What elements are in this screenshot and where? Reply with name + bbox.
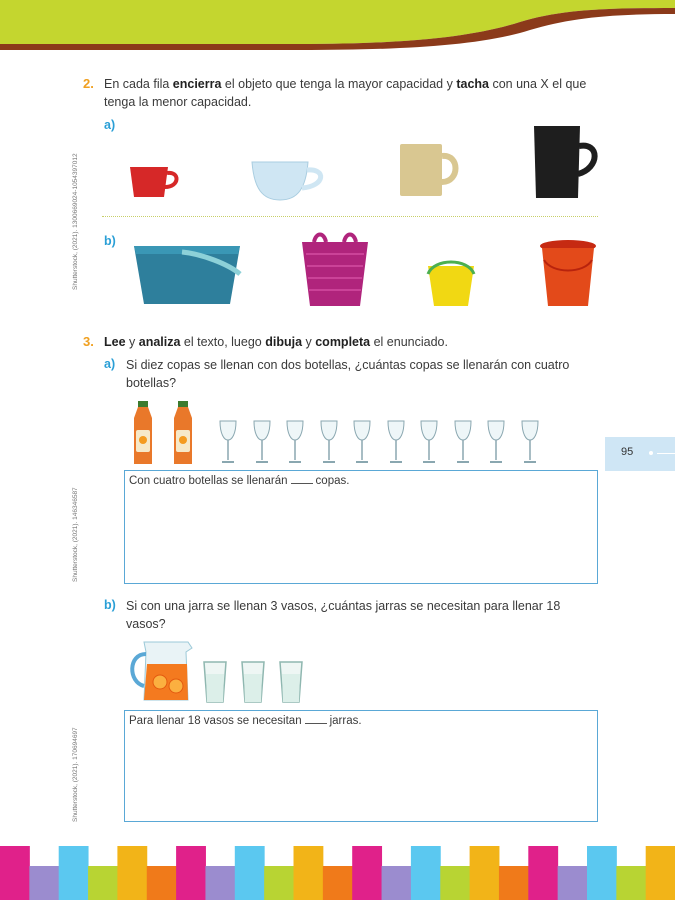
wine-glass-icon <box>218 420 238 464</box>
answer-b-blank[interactable] <box>305 714 327 724</box>
q2-text-part: el objeto que tenga la mayor capacidad y <box>221 77 457 91</box>
dot-icon <box>649 451 653 455</box>
q3-keyword-analiza: analiza <box>138 335 181 349</box>
tumblers-row <box>202 660 312 704</box>
q3-keyword-completa: completa <box>315 335 371 349</box>
q3-b-label: b) <box>104 598 116 612</box>
drinking-glass-icon <box>202 660 228 704</box>
decorative-stripes <box>0 846 675 900</box>
q2-keyword-encierra: encierra <box>172 77 222 91</box>
answer-a-suffix: copas. <box>315 475 350 487</box>
q3-a-question <box>126 356 606 392</box>
q2-text-part: con una X el que <box>489 77 587 91</box>
q2-a-label: a) <box>104 118 116 132</box>
red-bucket-icon[interactable] <box>538 238 598 308</box>
bottles-and-glasses <box>130 400 560 466</box>
q3-text-part: y <box>302 335 316 349</box>
answer-box-a[interactable] <box>124 470 598 584</box>
q3-b-question-line: vasos? <box>126 617 166 631</box>
row-divider <box>102 216 598 217</box>
q3-b-question-line: Si con una jarra se llenan 3 vasos, ¿cuántas jarras se necesitan para llenar 18 <box>126 599 561 613</box>
juice-bottle-icon <box>130 400 156 466</box>
q3-b-question <box>126 597 606 633</box>
q2-keyword-tacha: tacha <box>456 77 489 91</box>
q3-text-part: el texto, luego <box>180 335 266 349</box>
light-blue-cup-icon[interactable] <box>250 158 326 204</box>
photo-credit: Shutterstock, (2021). 170694697 <box>72 727 79 822</box>
black-mug-icon[interactable] <box>532 124 600 200</box>
q3-a-question-line: botellas? <box>126 376 177 390</box>
answer-a-sentence <box>129 474 349 487</box>
blue-tub-icon[interactable] <box>132 240 244 306</box>
answer-a-blank[interactable] <box>291 474 313 484</box>
q3-keyword-lee: Lee <box>104 335 126 349</box>
page-number-tab <box>605 437 675 471</box>
q2-text-part: tenga la menor capacidad. <box>104 95 252 109</box>
wine-glass-icon <box>486 420 506 464</box>
magenta-basket-icon[interactable] <box>300 230 370 308</box>
tab-line <box>657 453 675 454</box>
answer-a-prefix: Con cuatro botellas se llenarán <box>129 475 288 487</box>
top-banner <box>0 0 675 50</box>
q3-a-label: a) <box>104 357 116 371</box>
drinking-glass-icon <box>240 660 266 704</box>
wine-glass-icon <box>252 420 272 464</box>
q3-keyword-dibuja: dibuja <box>265 335 303 349</box>
drinking-glass-icon <box>278 660 304 704</box>
wine-glass-icon <box>352 420 372 464</box>
yellow-pail-icon[interactable] <box>424 256 478 308</box>
q3-text-part: el enunciado. <box>370 335 448 349</box>
q2-b-label: b) <box>104 234 116 248</box>
juice-bottle-icon <box>170 400 196 466</box>
answer-b-suffix: jarras. <box>329 715 362 727</box>
page-number: 95 <box>621 446 634 458</box>
question-2-text <box>104 75 604 111</box>
q3-text-part: y <box>125 335 139 349</box>
q2-text-part: En cada fila <box>104 77 173 91</box>
wine-glass-icon <box>386 420 406 464</box>
q3-a-question-line: Si diez copas se llenan con dos botellas, ¿cuántas copas se llenarán con cuatro <box>126 358 570 372</box>
beige-mug-icon[interactable] <box>398 142 460 198</box>
answer-b-prefix: Para llenar 18 vasos se necesitan <box>129 715 302 727</box>
wine-glass-icon <box>285 420 305 464</box>
question-3-text <box>104 333 604 351</box>
wine-glass-icon <box>453 420 473 464</box>
wine-glass-icon <box>319 420 339 464</box>
answer-box-b[interactable] <box>124 710 598 822</box>
photo-credit: Shutterstock, (2021). 1300669024-1054397012 <box>72 153 79 290</box>
wine-glass-icon <box>520 420 540 464</box>
red-cup-icon[interactable] <box>128 165 180 201</box>
answer-b-sentence <box>129 714 362 727</box>
question-2-number: 2. <box>83 76 94 91</box>
wine-glass-icon <box>419 420 439 464</box>
photo-credit: Shutterstock, (2021). 146346587 <box>72 487 79 582</box>
question-3-number: 3. <box>83 334 94 349</box>
orange-juice-pitcher-icon <box>126 638 198 704</box>
